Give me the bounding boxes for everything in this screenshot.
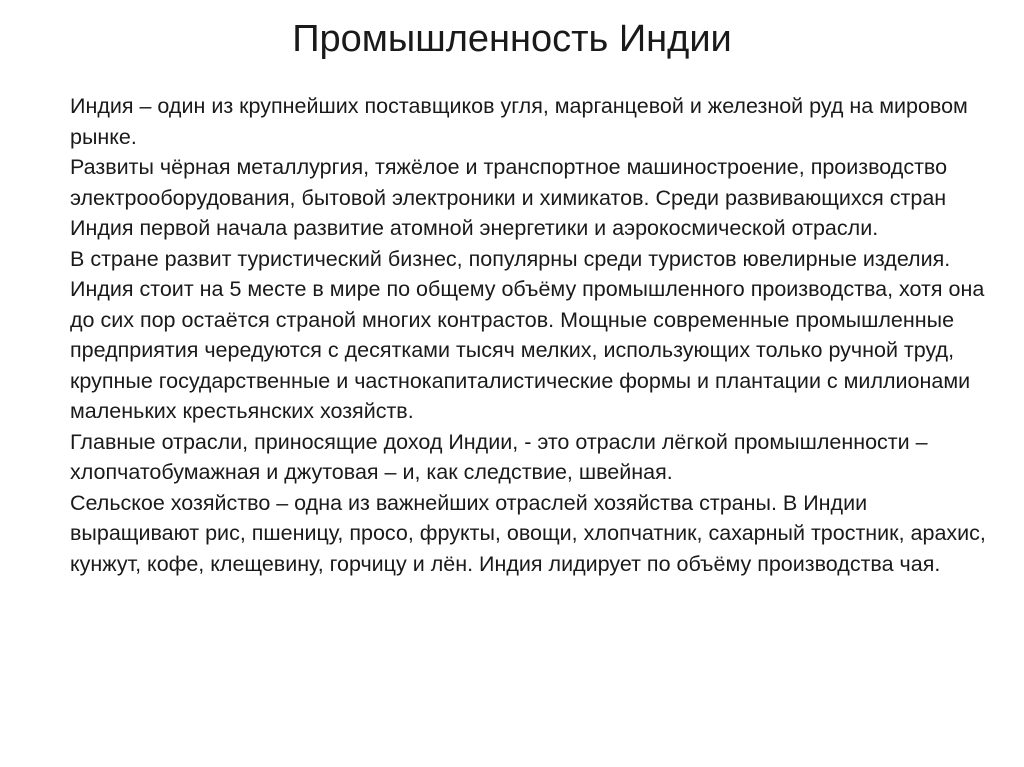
paragraph-agriculture: Сельское хозяйство – одна из важнейших отраслей хозяйства страны. В Индии выращивают рис, пшеницу, просо, фрукты, овощи, хлопчатник, сахарный тростник, арахис, кунжут, кофе, клещевину, горчицу и лён. Индия лидирует по объёму производства чая. xyxy=(70,490,986,576)
paragraph-mining: Индия – один из крупнейших поставщиков угля, марганцевой и железной руд на мировом рынке. xyxy=(70,94,968,149)
paragraph-heavy-industry: Развиты чёрная металлургия, тяжёлое и транспортное машиностроение, производство электрооборудования, бытовой электроники и химикатов. Среди развивающихся стран Индия первой начала развитие атомной энергетики и аэрокосмической отрасли. xyxy=(70,155,948,240)
paragraph-production-volume: Индия стоит на 5 месте в мире по общему объёму промышленного производства, хотя она до сих пор остаётся страной многих контрастов. Мощные современные промышленные предприятия чередуются с десятками тысяч мелких, использующих только ручной труд, крупные государственные и частнокапиталистические формы и плантации с миллионами маленьких крестьянских хозяйств. xyxy=(70,277,985,423)
slide-title: Промышленность Индии xyxy=(292,18,732,60)
paragraph-tourism: В стране развит туристический бизнес, популярны среди туристов ювелирные изделия. xyxy=(70,246,951,271)
slide-body xyxy=(70,91,986,579)
paragraph-light-industry: Главные отрасли, приносящие доход Индии, - это отрасли лёгкой промышленности – хлопчатобумажная и джутовая – и, как следствие, швейная. xyxy=(70,429,928,484)
